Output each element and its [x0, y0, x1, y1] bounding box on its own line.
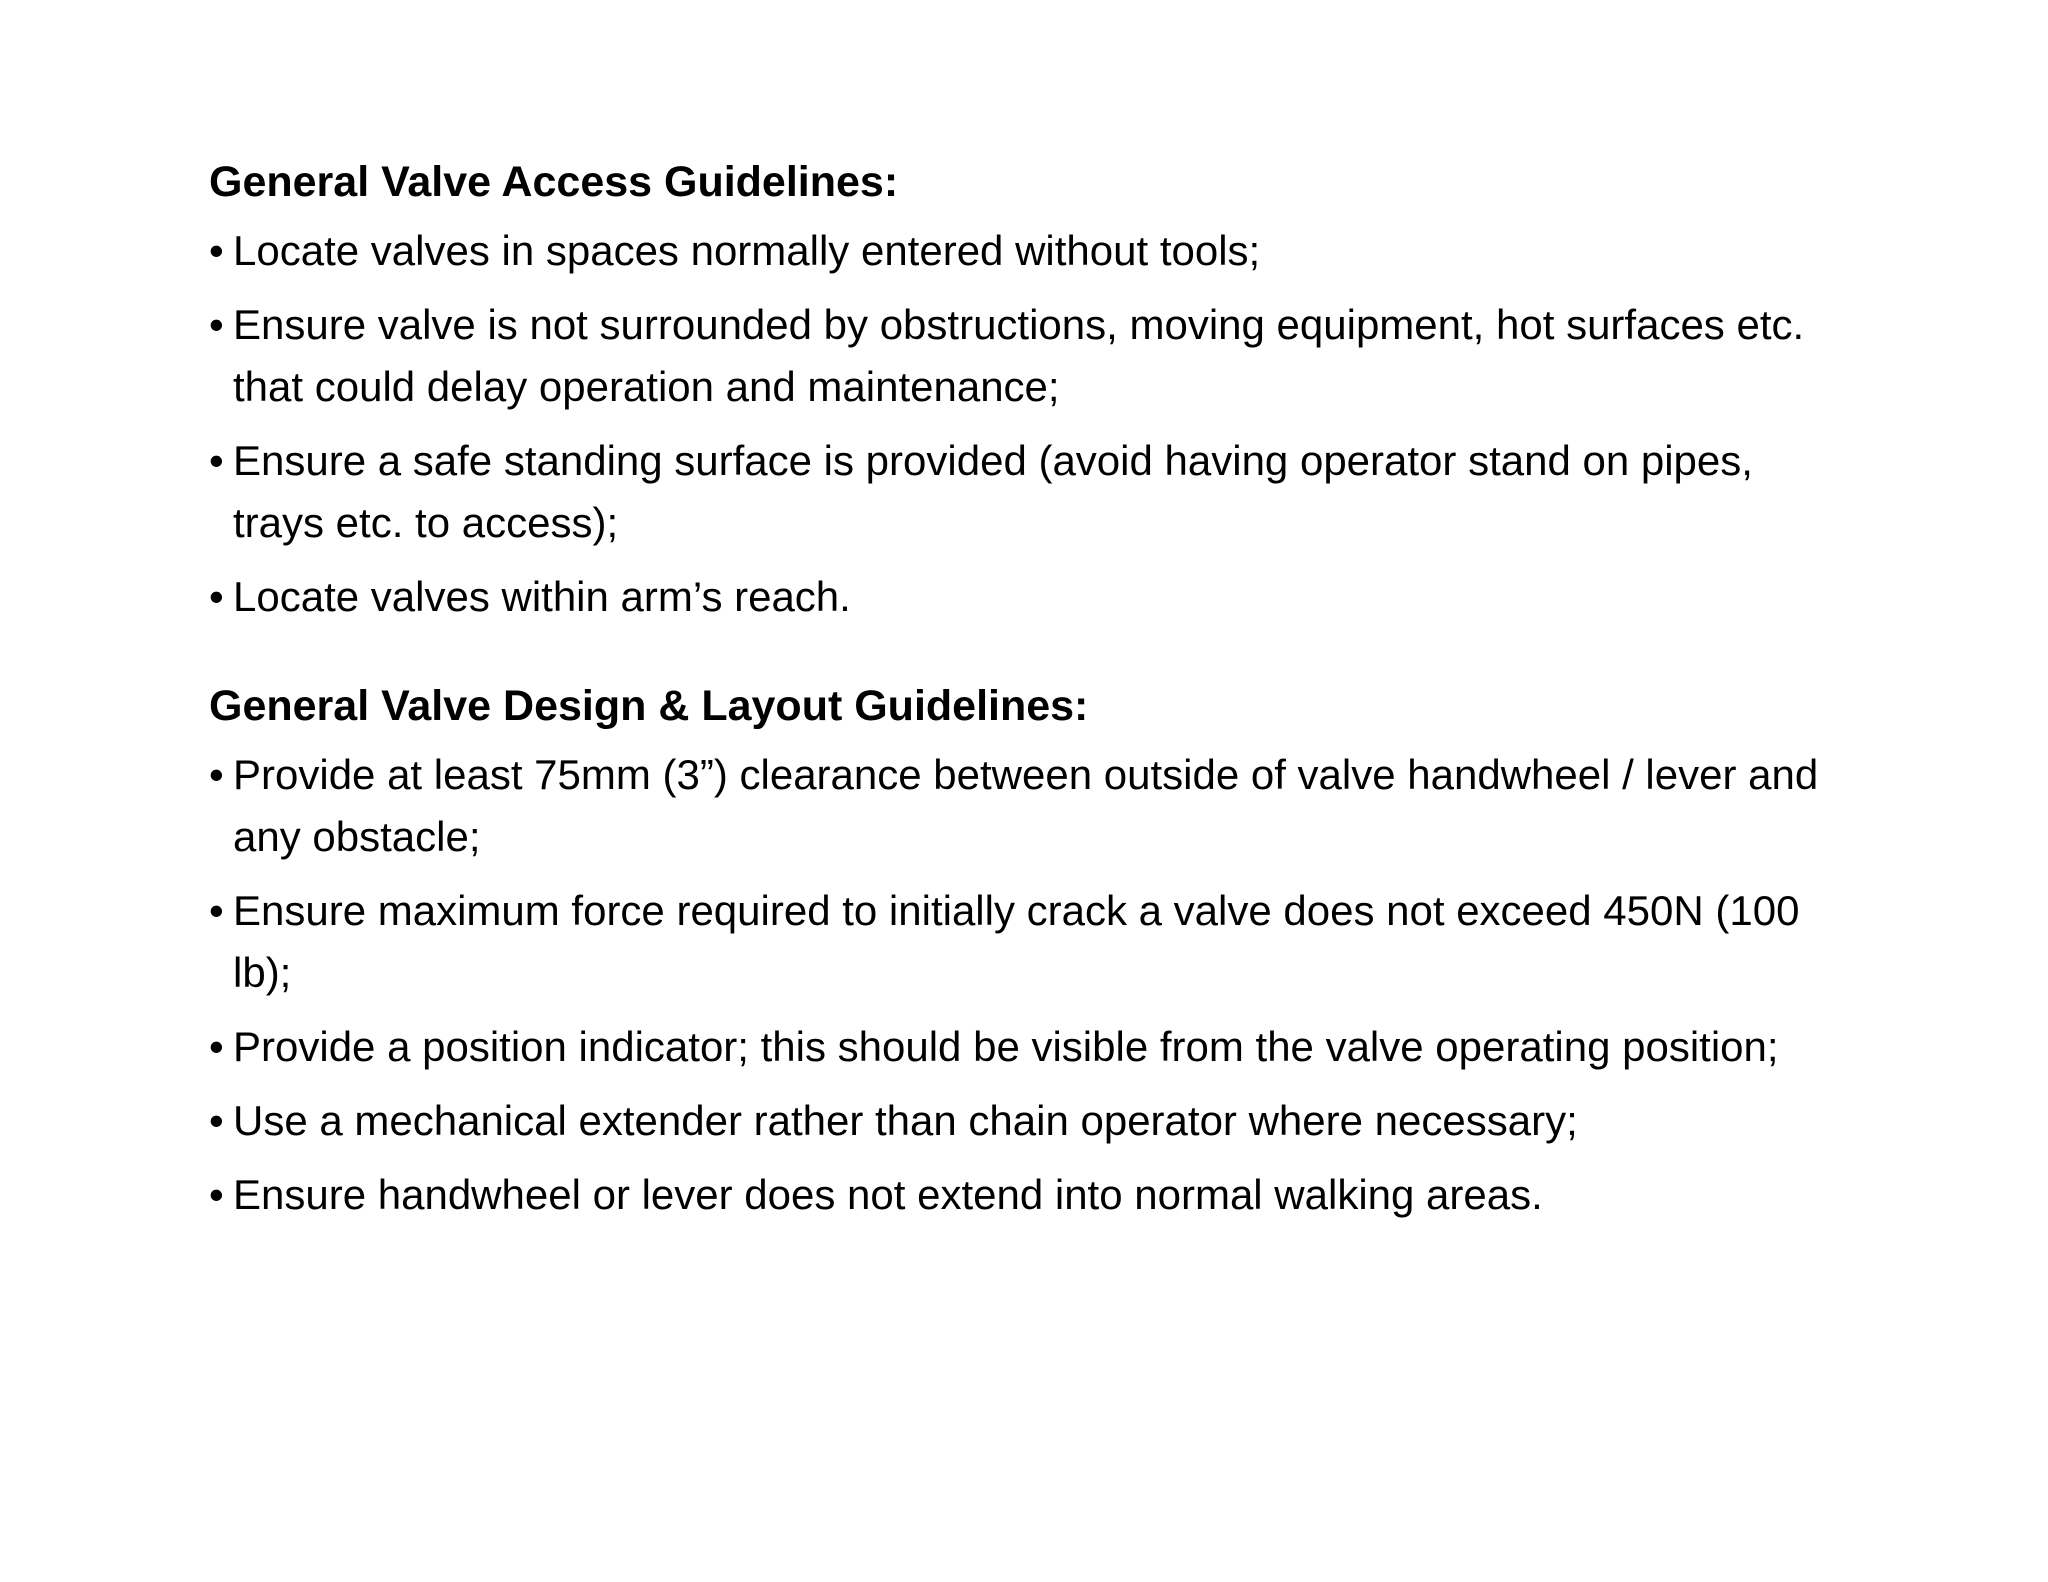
section-design-layout-guidelines: [209, 674, 1849, 1226]
list-item: [209, 1090, 1849, 1152]
section-heading: General Valve Access Guidelines:: [209, 158, 899, 206]
bullet-icon: •: [209, 301, 224, 348]
list-item: [209, 744, 1849, 868]
list-item-text: Ensure handwheel or lever does not extend into normal walking areas.: [233, 1171, 1543, 1218]
slide-content: [209, 150, 1849, 1238]
list-item: [209, 220, 1849, 282]
list-item-text: Locate valves in spaces normally entered without tools;: [233, 227, 1261, 274]
bullet-icon: •: [209, 573, 224, 620]
list-item: [209, 880, 1849, 1004]
section-access-guidelines: [209, 150, 1849, 628]
bullet-list: [209, 744, 1849, 1226]
bullet-icon: •: [209, 437, 224, 484]
list-item-text: Use a mechanical extender rather than chain operator where necessary;: [233, 1097, 1578, 1144]
bullet-list: [209, 220, 1849, 628]
list-item-text: Ensure a safe standing surface is provided (avoid having operator stand on pipes, trays etc. to access);: [233, 437, 1753, 546]
list-item: [209, 1016, 1849, 1078]
list-item: [209, 566, 1849, 628]
bullet-icon: •: [209, 1023, 224, 1070]
list-item-text: Locate valves within arm’s reach.: [233, 573, 851, 620]
section-heading: General Valve Design & Layout Guidelines:: [209, 682, 1089, 730]
bullet-icon: •: [209, 751, 224, 798]
bullet-icon: •: [209, 1097, 224, 1144]
bullet-icon: •: [209, 887, 224, 934]
list-item: [209, 294, 1849, 418]
bullet-icon: •: [209, 227, 224, 274]
list-item: [209, 430, 1849, 554]
list-item-text: Provide at least 75mm (3”) clearance between outside of valve handwheel / lever and any obstacle;: [233, 751, 1819, 860]
list-item-text: Provide a position indicator; this should be visible from the valve operating position;: [233, 1023, 1779, 1070]
bullet-icon: •: [209, 1171, 224, 1218]
list-item: [209, 1164, 1849, 1226]
list-item-text: Ensure valve is not surrounded by obstructions, moving equipment, hot surfaces etc. that could delay operation and maintenance;: [233, 301, 1805, 410]
list-item-text: Ensure maximum force required to initially crack a valve does not exceed 450N (100 lb);: [233, 887, 1800, 996]
